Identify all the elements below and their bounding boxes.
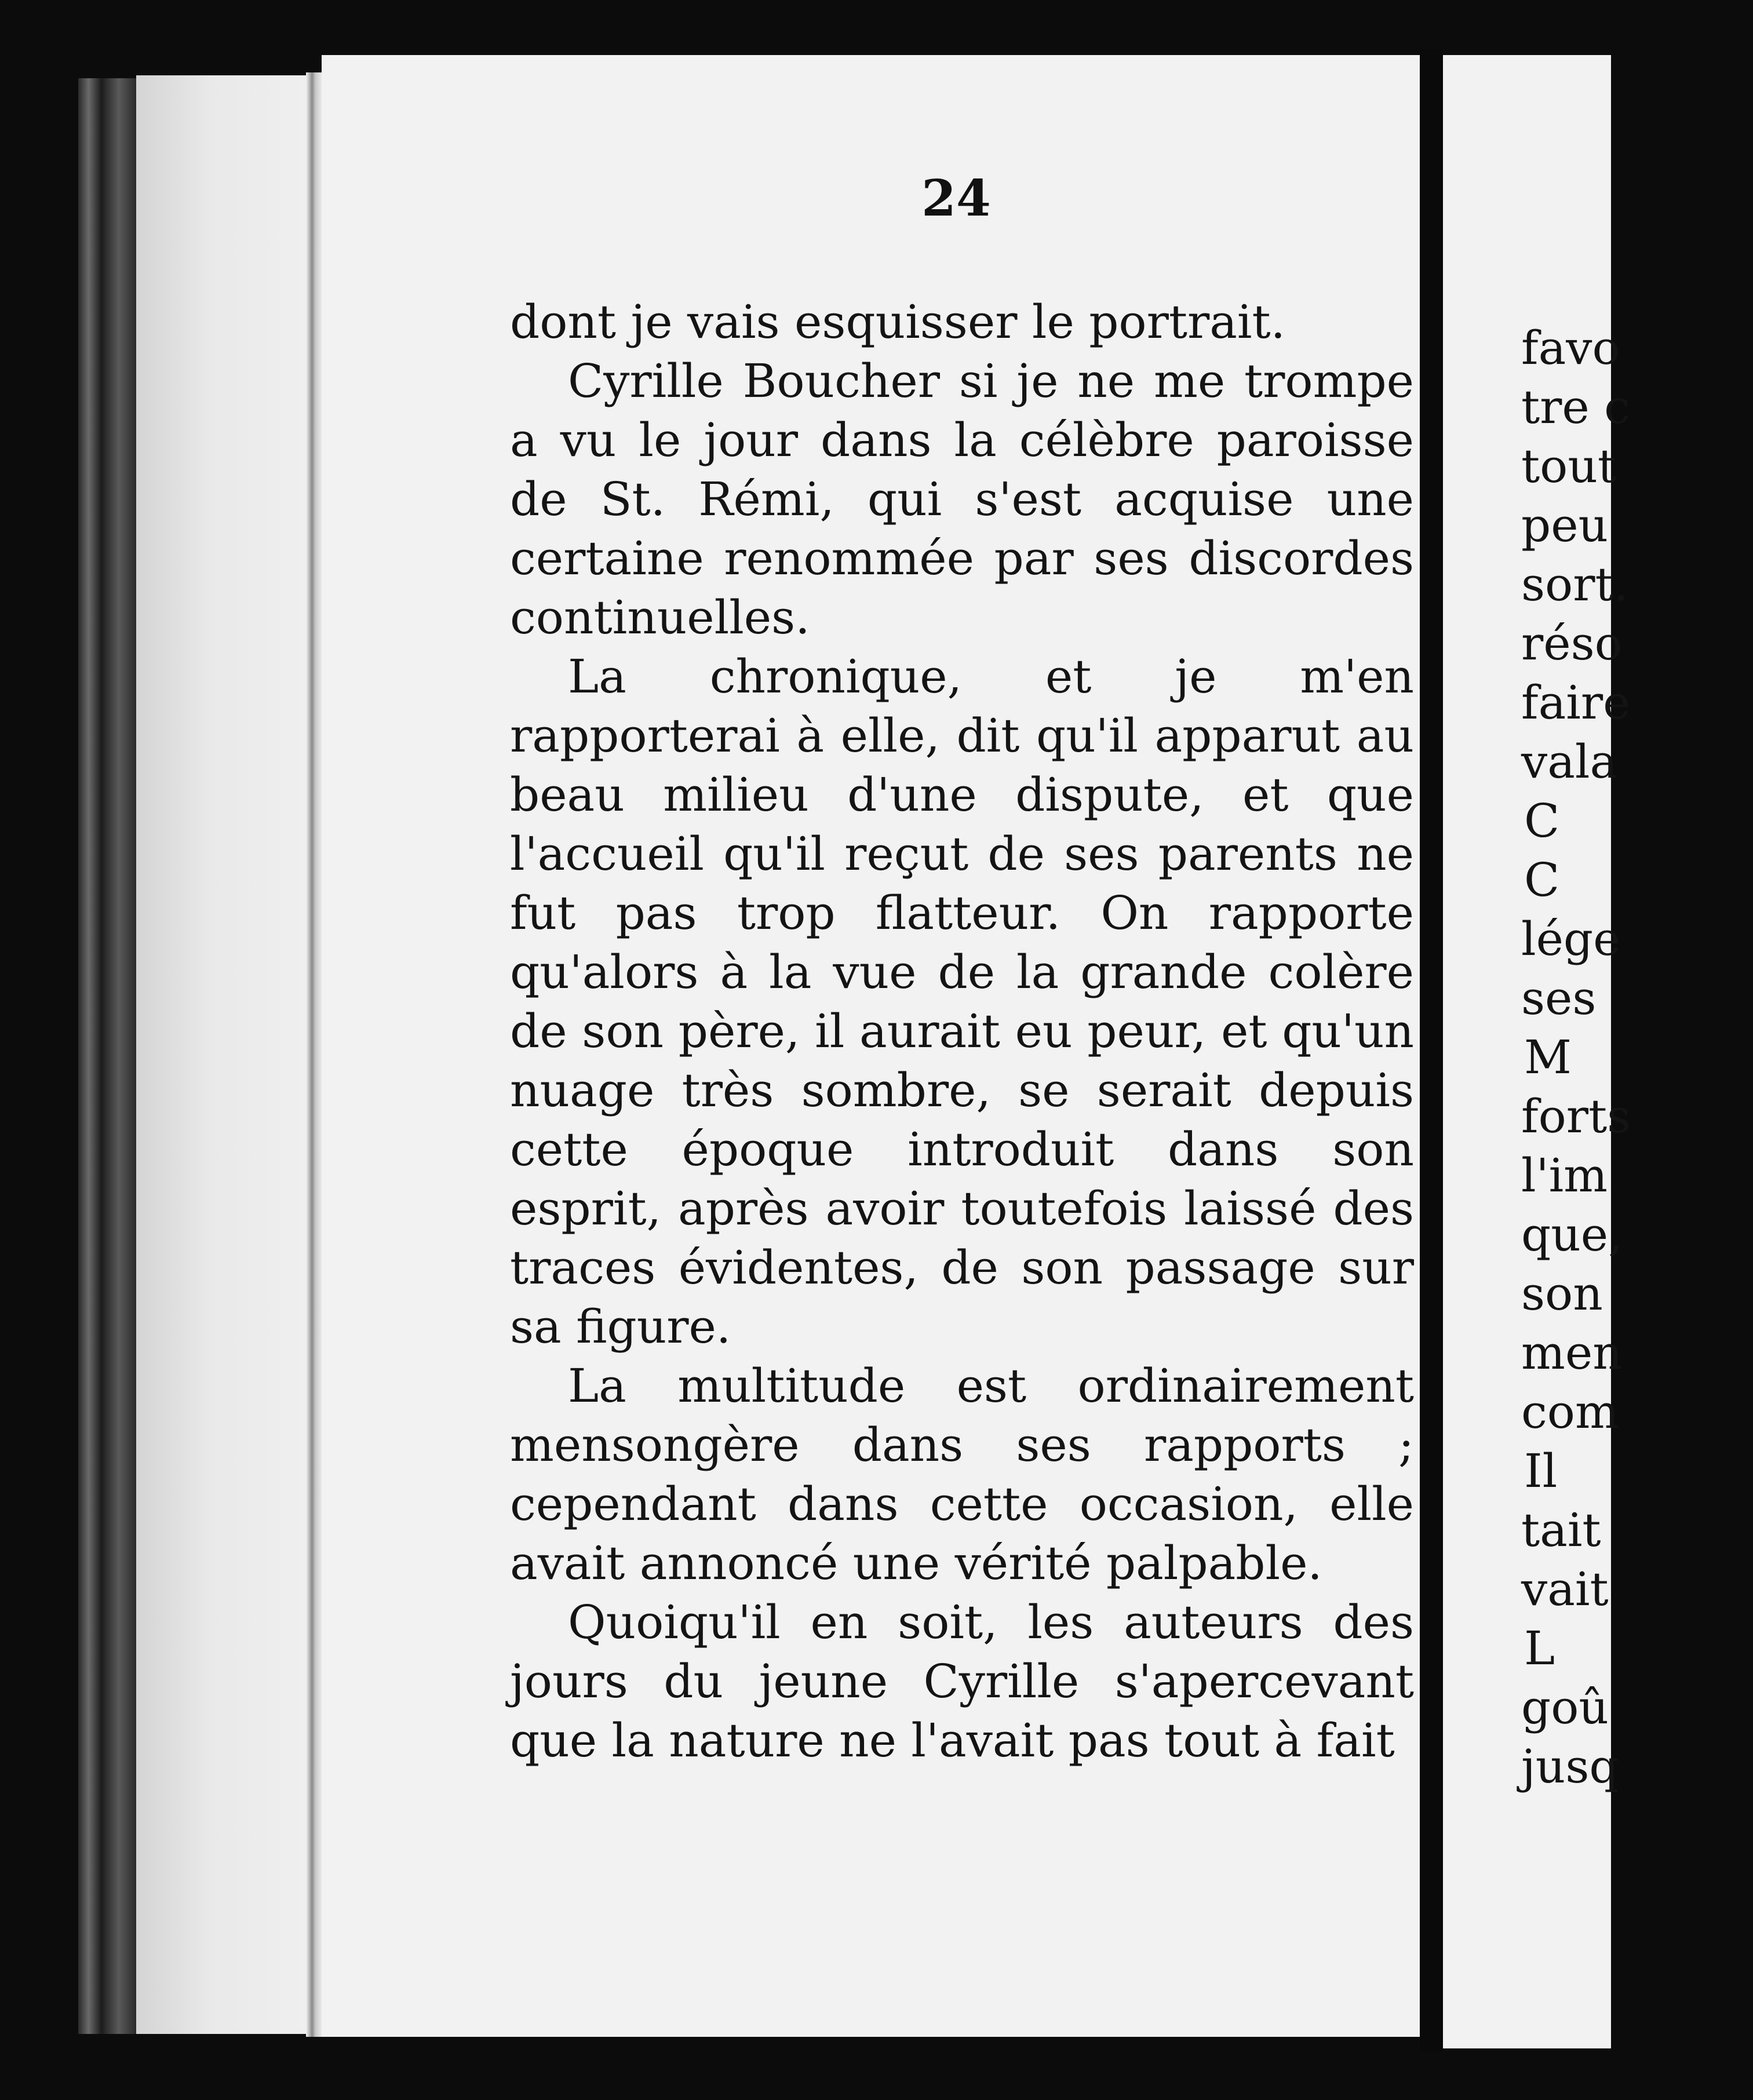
book-gutter — [1420, 49, 1443, 2051]
paragraph-2: Cyrille Boucher si je ne me trompe a vu le jour dans la célèbre paroisse de St. Rémi, qui s'est acquise une certaine renommée par ses discordes continuelles. — [510, 354, 1414, 644]
left-page-text — [510, 293, 1414, 1770]
text-line: réso — [1521, 617, 1623, 670]
text-line: men — [1521, 1326, 1623, 1380]
right-page — [1443, 55, 1631, 2048]
text-line: vait — [1521, 1562, 1609, 1616]
text-line: jusq — [1521, 1740, 1619, 1793]
text-line: lége — [1521, 912, 1621, 966]
text-line: tout — [1521, 439, 1616, 493]
page-number: 24 — [921, 169, 991, 228]
text-line: forts — [1521, 1089, 1631, 1143]
paragraph-4: La multitude est ordinairement mensongère dans ses rapports ; cependant dans cette occasion, elle avait annoncé une vérité palpable. — [510, 1359, 1414, 1590]
inner-margin — [136, 75, 322, 2034]
text-line: sort. — [1521, 557, 1629, 611]
paragraph-3: La chronique, et je m'en rapporterai à elle, dit qu'il apparut au beau milieu d'une dispute, et que l'accueil qu'il reçut de ses parents ne fut pas trop flatteur. On rapporte qu'alors à la vue de la grande colère de son père, il aurait eu peur, et qu'un nuage très sombre, se serait depuis cette époque introduit dans son esprit, après avoir toutefois laissé des traces évidentes, de son passage sur sa figure. — [510, 650, 1414, 1354]
text-line: tre c — [1521, 380, 1630, 434]
text-line: l'im — [1521, 1149, 1608, 1202]
text-line: C — [1524, 853, 1560, 907]
paragraph-5: Quoiqu'il en soit, les auteurs des jours du jeune Cyrille s'apercevant que la nature ne l'avait pas tout à fait — [510, 1595, 1414, 1767]
text-line: C — [1524, 794, 1560, 848]
text-line: com — [1521, 1385, 1619, 1439]
paragraph-1: dont je vais esquisser le portrait. — [510, 295, 1286, 349]
text-line: son — [1521, 1267, 1603, 1321]
text-line: Il — [1524, 1444, 1558, 1498]
text-line: L — [1524, 1621, 1555, 1675]
right-page-text — [1521, 319, 1753, 1796]
text-line: tait — [1521, 1503, 1601, 1557]
page-fold — [306, 72, 323, 2037]
text-line: favo — [1521, 321, 1620, 375]
text-line: peu — [1521, 498, 1609, 552]
text-line: que, — [1521, 1208, 1623, 1262]
text-line: vala — [1521, 735, 1618, 789]
text-line: faire — [1521, 676, 1631, 730]
text-line: goû — [1521, 1680, 1609, 1734]
text-line: M — [1524, 1030, 1572, 1084]
book-spine — [78, 78, 136, 2034]
text-line: ses — [1521, 971, 1597, 1025]
